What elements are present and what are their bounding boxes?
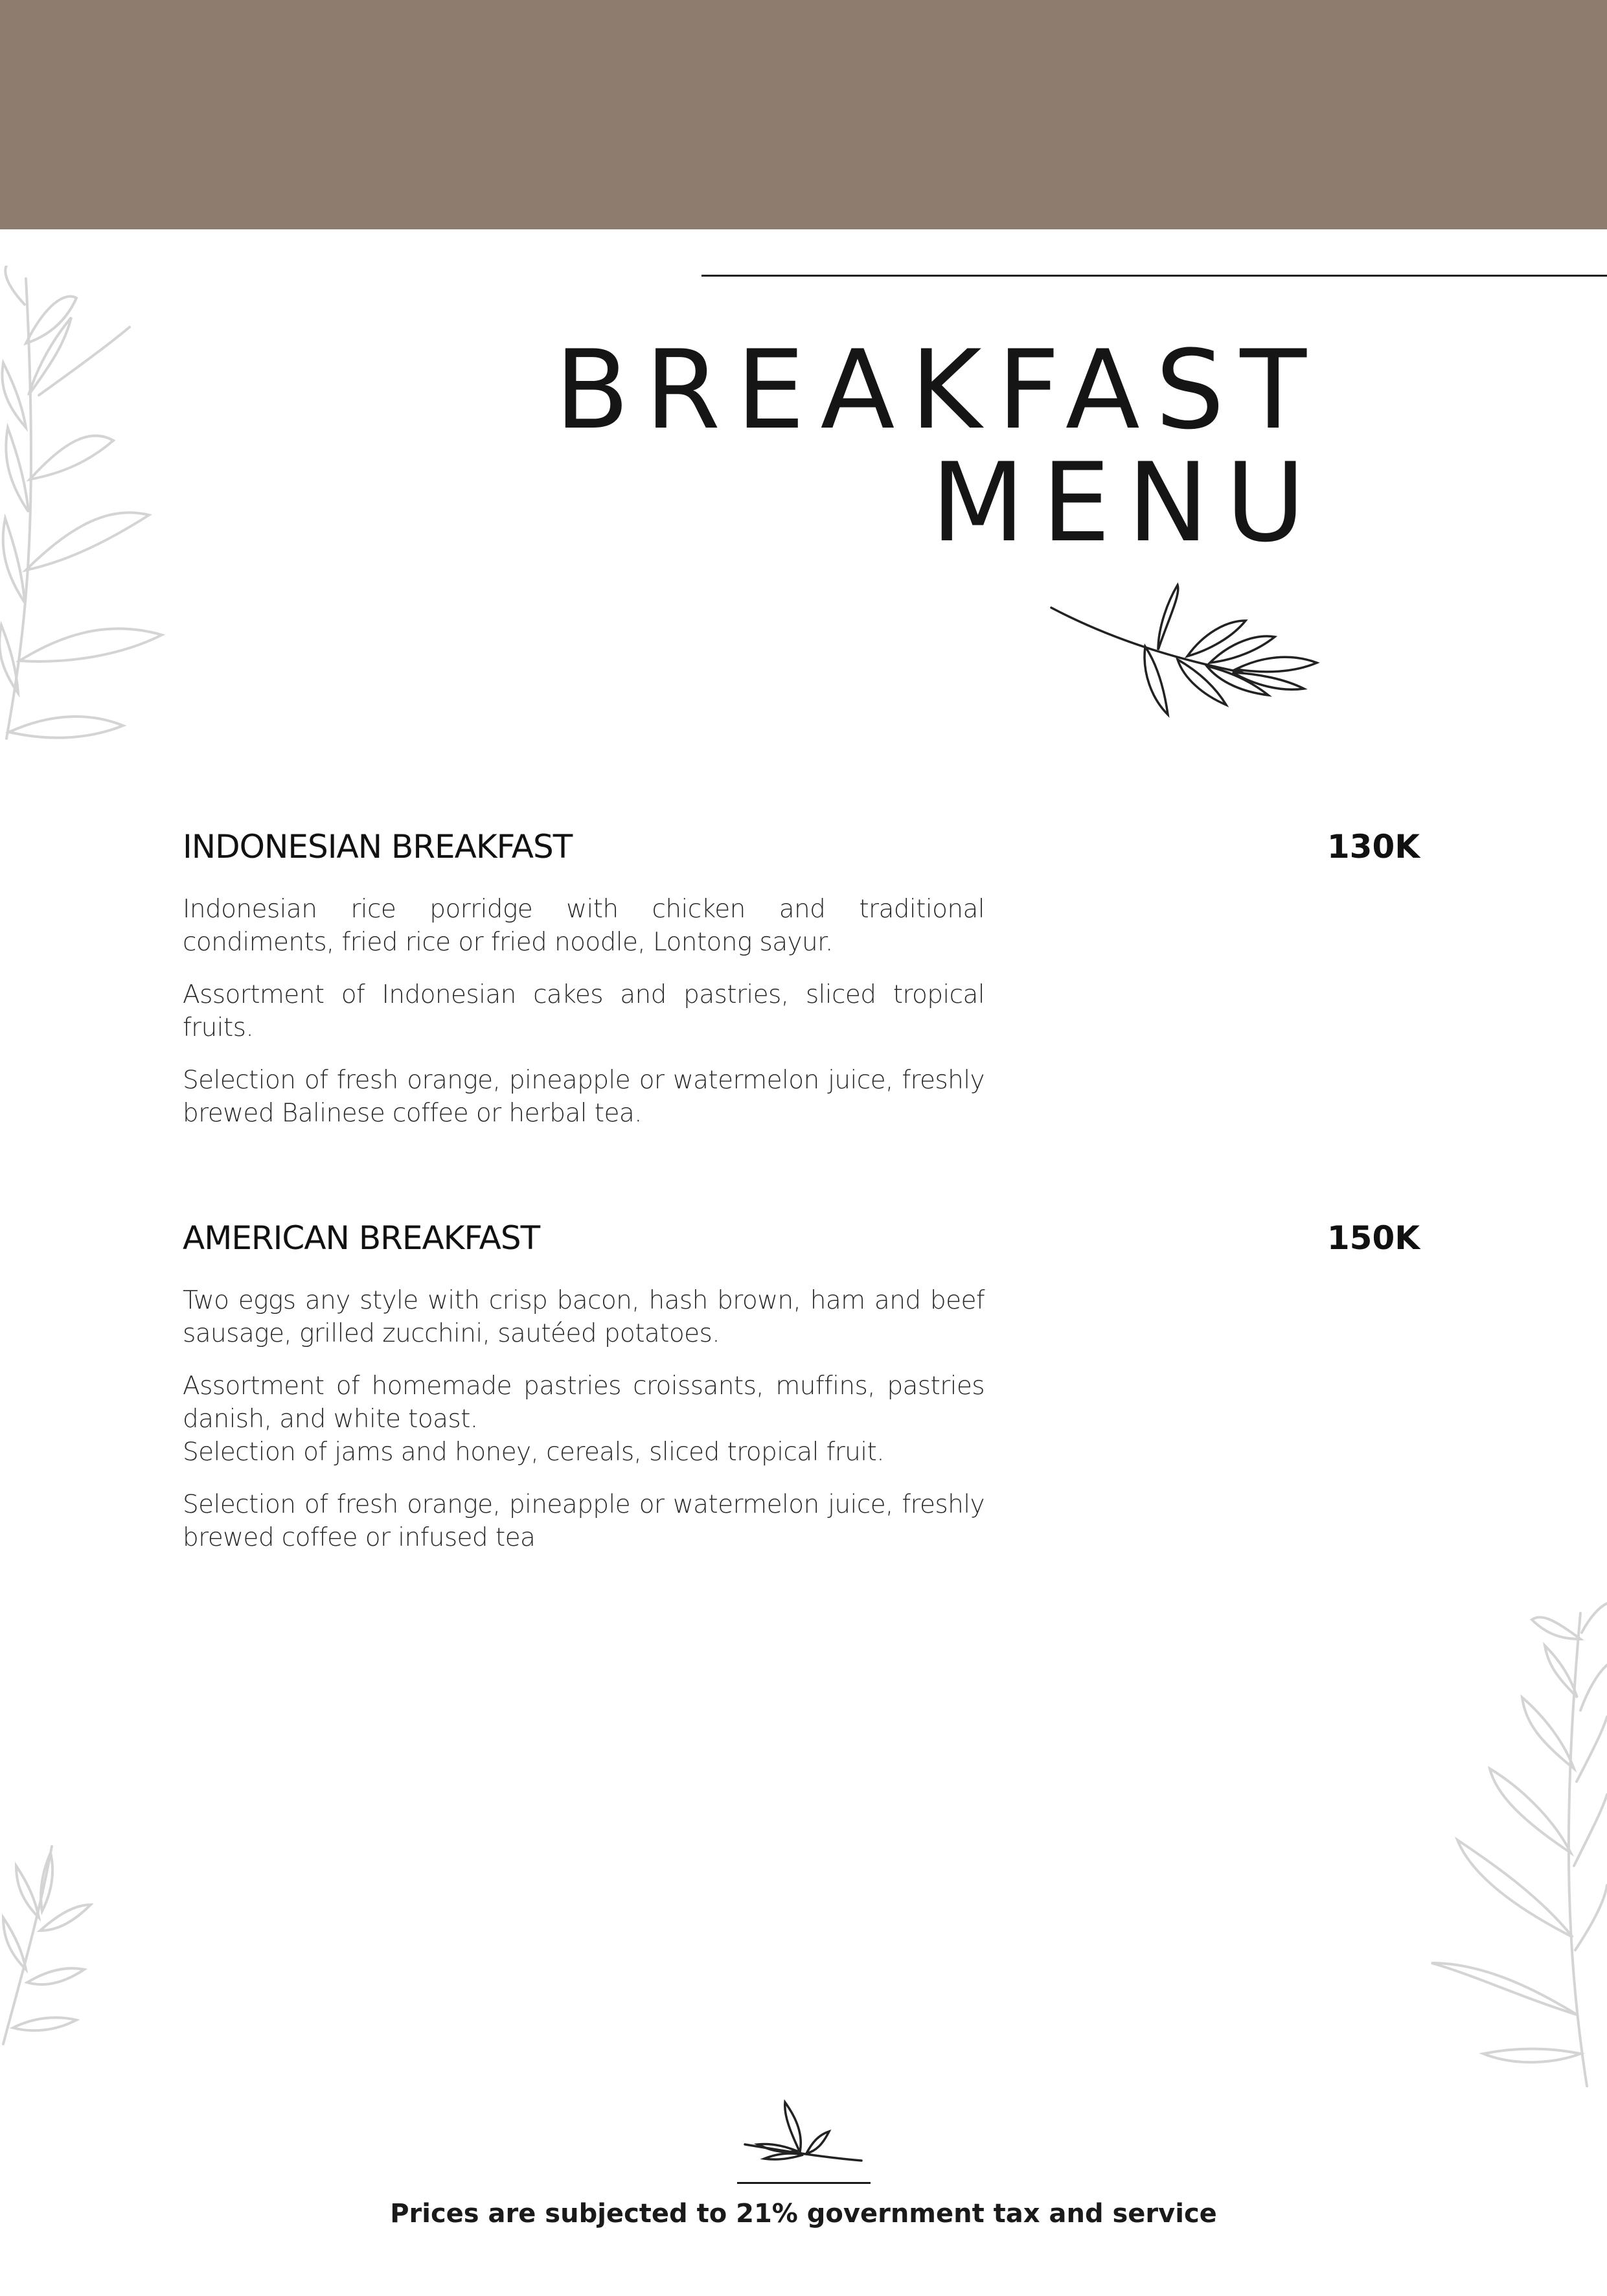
description-paragraph: Selection of fresh orange, pineapple or watermelon juice, freshly brewed coffee or infused tea <box>183 1490 985 1552</box>
section-header <box>183 1219 1420 1265</box>
header-band <box>0 0 1607 229</box>
leaf-branch-icon <box>0 266 175 745</box>
menu-section-indonesian <box>183 828 1420 1149</box>
section-title: INDONESIAN BREAKFAST <box>183 828 573 866</box>
section-description <box>183 893 985 1130</box>
sprig-icon <box>738 2099 868 2170</box>
description-paragraph: Indonesian rice porridge with chicken and traditional condiments, fried rice or fried noodle, Lontong sayur. <box>183 895 985 957</box>
description-paragraph: Selection of fresh orange, pineapple or watermelon juice, freshly brewed Balinese coffee or herbal tea. <box>183 1066 985 1128</box>
page-title <box>554 327 1322 566</box>
footer-rule <box>737 2182 871 2184</box>
description-paragraph: Selection of jams and honey, cereals, sliced tropical fruit. <box>183 1438 885 1467</box>
section-title: AMERICAN BREAKFAST <box>183 1219 540 1257</box>
leaf-branch-icon <box>1419 1600 1607 2093</box>
title-line-menu: MENU <box>931 439 1322 566</box>
menu-section-american <box>183 1219 1420 1574</box>
footer-note: Prices are subjected to 21% government tax and service <box>390 2199 1217 2229</box>
section-price: 130K <box>1327 828 1420 866</box>
title-line-breakfast: BREAKFAST <box>554 327 1322 453</box>
description-paragraph: Assortment of Indonesian cakes and pastries, sliced tropical fruits. <box>183 980 985 1042</box>
description-paragraph: Two eggs any style with crisp bacon, hash brown, ham and beef sausage, grilled zucchini, sautéed potatoes. <box>183 1286 985 1348</box>
sprig-icon <box>1048 582 1320 718</box>
title-rule <box>701 275 1607 277</box>
section-header <box>183 828 1420 873</box>
description-paragraph: Assortment of homemade pastries croissants, muffins, pastries danish, and white toast. <box>183 1372 985 1434</box>
section-price: 150K <box>1327 1219 1420 1257</box>
leaf-branch-icon <box>0 1840 97 2047</box>
section-description <box>183 1284 985 1554</box>
